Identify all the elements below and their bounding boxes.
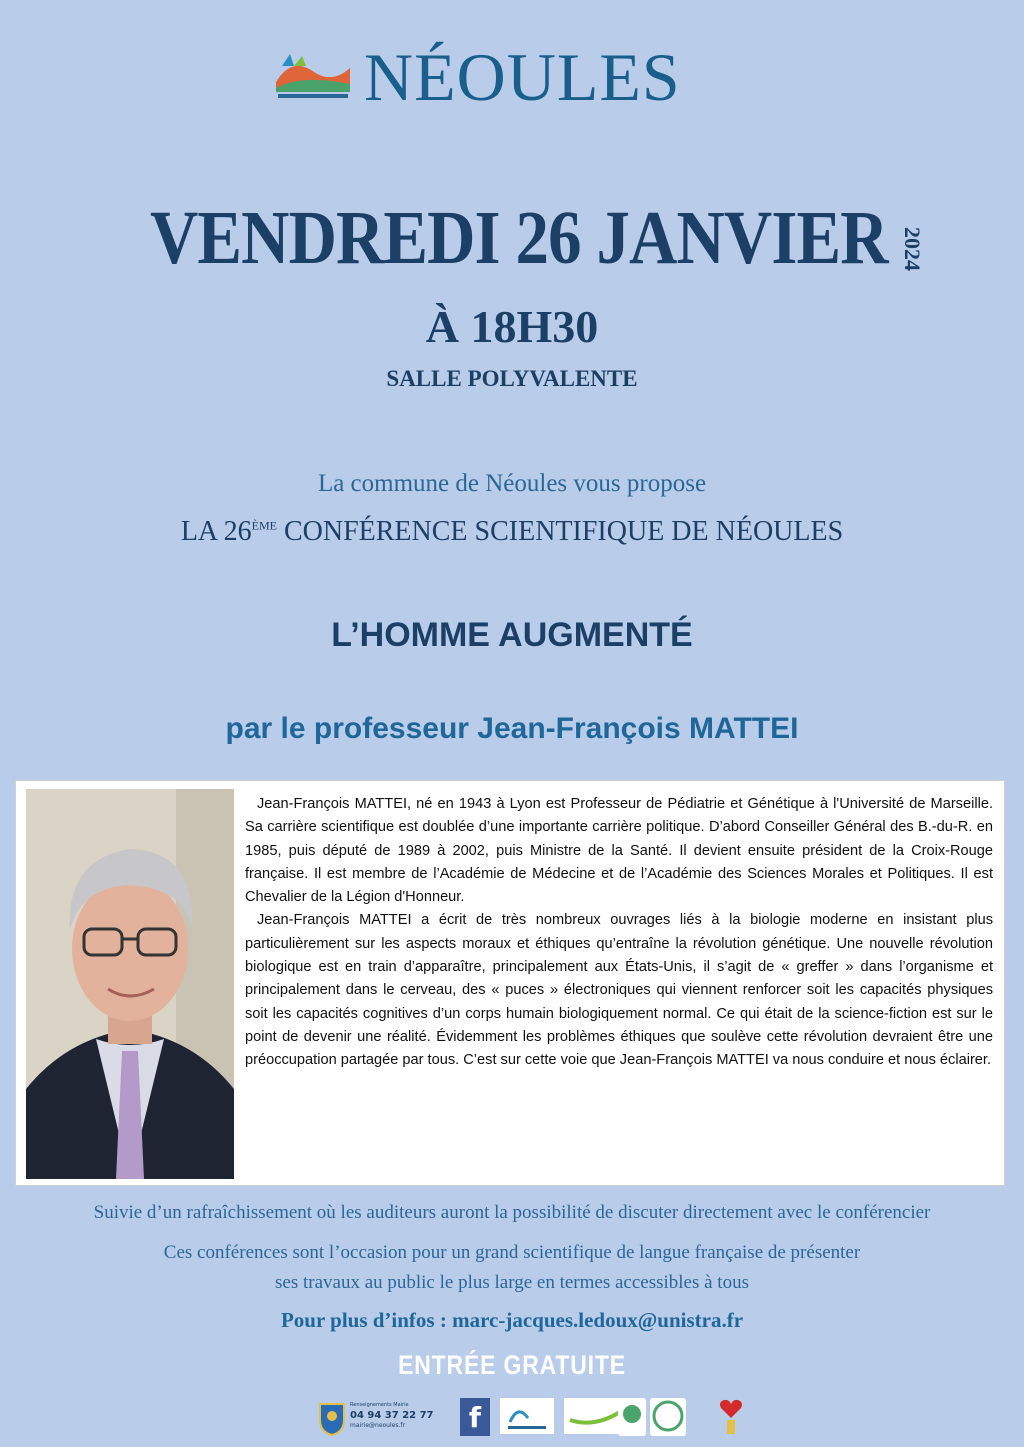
contact-block (350, 1402, 446, 1429)
town-logo-icon (272, 48, 354, 104)
purpose-line-2: ses travaux au public le plus large en termes accessibles à tous (275, 1272, 749, 1293)
event-venue: SALLE POLYVALENTE (386, 366, 638, 391)
conference-ordinal: ÈME (251, 518, 277, 533)
town-name: NÉOULES (364, 39, 681, 115)
partner-logo-icon (500, 1398, 554, 1434)
entry-label: ENTRÉE GRATUITE (398, 1350, 626, 1380)
conference-prefix: LA 26 (180, 516, 252, 547)
partner-logo-icon (564, 1398, 626, 1434)
partner-logo-icon (650, 1398, 686, 1436)
town-crest-icon (318, 1400, 346, 1436)
contact-caption: Renseignements Mairie (350, 1402, 409, 1408)
event-time: À 18H30 (425, 301, 599, 352)
heart-logo-icon (718, 1398, 744, 1438)
contact-phone: 04 94 37 22 77 (350, 1410, 434, 1421)
speaker-portrait (26, 789, 234, 1179)
conference-rest: CONFÉRENCE SCIENTIFIQUE DE NÉOULES (276, 516, 844, 547)
event-date: VENDREDI 26 JANVIER (150, 196, 888, 280)
bio-paragraph-1: Jean-François MATTEI, né en 1943 à Lyon est Professeur de Pédiatrie et Génétique à l'Université de Marseille. Sa carrière scientifique est doublée d’une importante carrière politique. D’abord Conseiller Général des B.-du-R. en 1985, puis député de 1989 à 2002, puis Ministre de la Santé. Il devient ensuite président de la Croix-Rouge française. Il est membre de l’Académie de Médecine et de l’Académie des Sciences Morales et Politiques. Il est Chevalier de la Légion d'Honneur. (245, 796, 993, 906)
bio-paragraph-2: Jean-François MATTEI a écrit de très nombreux ouvrages liés à la biologie moderne en insistant plus particulièrement sur les aspects moraux et éthiques qu’entraîne la révolution génétique. Une nouvelle révolution biologique est en train d’apparaître, principalement aux États-Unis, il s’agit de « greffer » dans l’organisme et principalement dans le cerveau, des « puces » électroniques qui viennent renforcer soit les capacités physiques soit les capacités cognitives d’un corps humain biologiquement normal. Ce qui était de la science-fiction est sur le point de devenir une réalité. Évidemment les problèmes éthiques que soulève cette révolution devraient être une préoccupation partagée par tous. C’est sur cette voie que Jean-François MATTEI va nous conduire et nous éclairer. (245, 912, 993, 1069)
bio-box (15, 780, 1005, 1186)
talk-title: L’HOMME AUGMENTÉ (331, 616, 693, 654)
conference-title (0, 516, 1024, 548)
speaker-line: par le professeur Jean-François MATTEI (225, 712, 799, 745)
facebook-icon[interactable]: f (460, 1398, 490, 1436)
contact-email: mairie@neoules.fr (350, 1422, 405, 1429)
purpose-line-1: Ces conférences sont l’occasion pour un grand scientifique de langue française de présenter (163, 1242, 861, 1263)
event-year: 2024 (900, 227, 925, 271)
refresh-line: Suivie d’un rafraîchissement où les auditeurs auront la possibilité de discuter directement avec le conférencier (93, 1202, 931, 1223)
partner-logo-icon (618, 1398, 646, 1436)
intro-line: La commune de Néoules vous propose (317, 470, 707, 497)
bio-text (245, 793, 993, 1073)
info-line[interactable]: Pour plus d’infos : marc-jacques.ledoux@unistra.fr (280, 1308, 744, 1332)
